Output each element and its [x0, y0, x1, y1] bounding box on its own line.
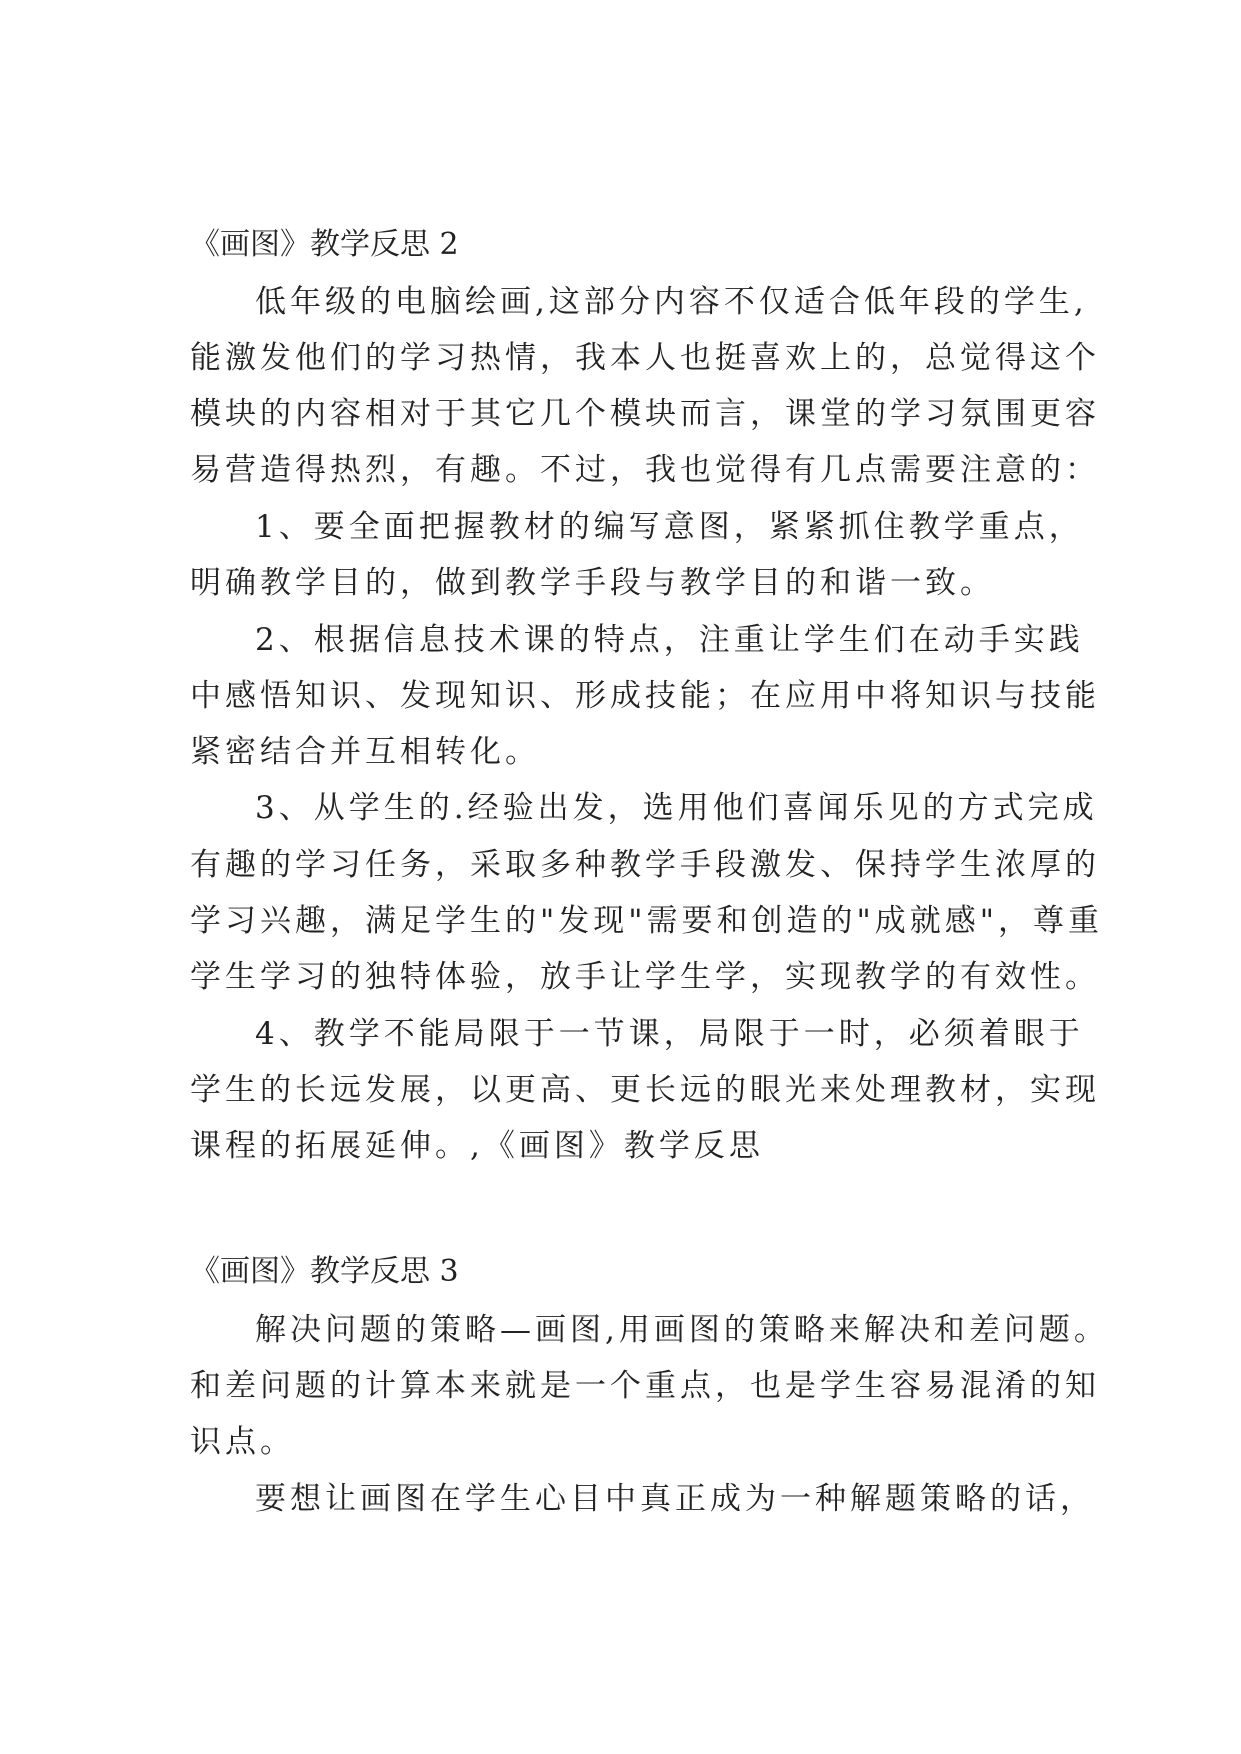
paragraph-line: 1、要全面把握教材的编写意图，紧紧抓住教学重点， — [255, 509, 1084, 545]
paragraph-line: 要想让画图在学生心目中真正成为一种解题策略的话， — [255, 1481, 1095, 1517]
paragraph-line: 紧密结合并互相转化。 — [190, 734, 540, 770]
paragraph-line: 2、根据信息技术课的特点，注重让学生们在动手实践 — [255, 622, 1084, 658]
section-3-title: 《画图》教学反思 3 — [190, 1254, 459, 1289]
section-2-title: 《画图》教学反思 2 — [190, 227, 459, 262]
paragraph-line: 中感悟知识、发现知识、形成技能；在应用中将知识与技能 — [190, 678, 1100, 714]
paragraph-line: 3、从学生的.经验出发，选用他们喜闻乐见的方式完成 — [255, 790, 1098, 826]
paragraph-line: 学习兴趣，满足学生的"发现"需要和创造的"成就感"，尊重 — [190, 903, 1104, 939]
paragraph-line: 易营造得热烈，有趣。不过，我也觉得有几点需要注意的： — [190, 452, 1100, 488]
paragraph-line: 识点。 — [190, 1424, 295, 1460]
paragraph-line: 解决问题的策略—画图,用画图的策略来解决和差问题。 — [255, 1312, 1109, 1348]
paragraph-line: 学生学习的独特体验，放手让学生学，实现教学的有效性。 — [190, 959, 1100, 995]
paragraph-line: 4、教学不能局限于一节课，局限于一时，必须着眼于 — [255, 1016, 1084, 1052]
paragraph-line: 明确教学目的，做到教学手段与教学目的和谐一致。 — [190, 565, 995, 601]
paragraph-line: 和差问题的计算本来就是一个重点，也是学生容易混淆的知 — [190, 1368, 1100, 1404]
paragraph-line: 有趣的学习任务，采取多种教学手段激发、保持学生浓厚的 — [190, 847, 1100, 883]
paragraph-line: 低年级的电脑绘画,这部分内容不仅适合低年段的学生, — [255, 284, 1088, 320]
paragraph-line: 能激发他们的学习热情，我本人也挺喜欢上的，总觉得这个 — [190, 340, 1100, 376]
paragraph-line: 课程的拓展延伸。,《画图》教学反思 — [190, 1128, 764, 1164]
paragraph-line: 学生的长远发展，以更高、更长远的眼光来处理教材，实现 — [190, 1072, 1100, 1108]
paragraph-line: 模块的内容相对于其它几个模块而言，课堂的学习氛围更容 — [190, 396, 1100, 432]
